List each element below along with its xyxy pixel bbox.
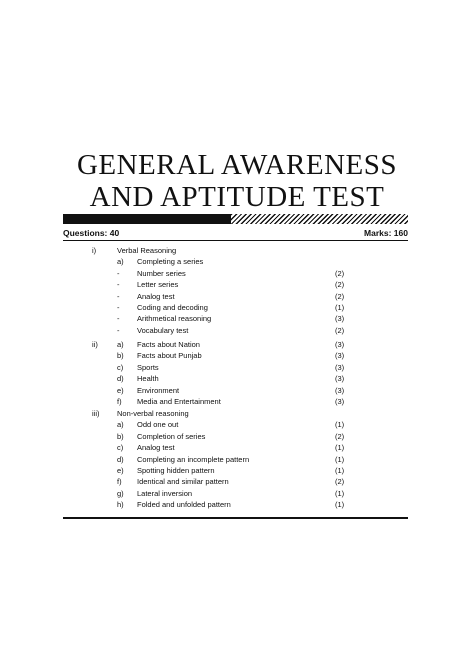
item-marker: d) bbox=[117, 374, 124, 384]
syllabus-row bbox=[0, 313, 474, 324]
syllabus-row bbox=[0, 465, 474, 476]
syllabus-row bbox=[0, 325, 474, 336]
item-marker: f) bbox=[117, 397, 122, 406]
item-marker: - bbox=[117, 303, 120, 312]
page-title-line-2: AND APTITUDE TEST bbox=[89, 181, 385, 213]
item-marker: - bbox=[117, 325, 120, 335]
topic-marks: (2) bbox=[335, 325, 345, 335]
item-marker: b) bbox=[117, 351, 124, 361]
syllabus-row bbox=[0, 499, 474, 510]
topic-text: Folded and unfolded pattern bbox=[137, 500, 231, 510]
section-number: iii) bbox=[92, 409, 100, 418]
syllabus-row bbox=[0, 339, 474, 350]
topic-marks: (1) bbox=[335, 500, 345, 510]
topic-text: Lateral inversion bbox=[137, 488, 193, 498]
item-marker: a) bbox=[117, 420, 124, 430]
syllabus-row bbox=[0, 396, 474, 407]
syllabus-row bbox=[0, 431, 474, 442]
topic-marks: (2) bbox=[335, 431, 345, 441]
topic-text: Completing an incomplete pattern bbox=[137, 454, 250, 464]
item-marker: e) bbox=[117, 466, 124, 475]
topic-marks: (3) bbox=[335, 340, 345, 349]
topic-marks: (2) bbox=[335, 291, 345, 301]
item-marker: c) bbox=[117, 443, 124, 453]
topic-marks: (3) bbox=[335, 397, 345, 406]
item-marker: a) bbox=[117, 257, 124, 267]
underline-solid-segment bbox=[63, 214, 231, 224]
topic-marks: (2) bbox=[335, 268, 345, 278]
topic-text: Arithmetical reasoning bbox=[137, 314, 212, 324]
syllabus-row bbox=[0, 291, 474, 302]
topic-text: Analog test bbox=[137, 443, 175, 453]
syllabus-row bbox=[0, 454, 474, 465]
topic-text: Completing a series bbox=[137, 257, 204, 267]
topic-marks: (3) bbox=[335, 314, 345, 324]
topic-text: Facts about Nation bbox=[137, 340, 200, 349]
syllabus-row bbox=[0, 245, 474, 256]
topic-marks: (1) bbox=[335, 443, 345, 453]
topic-text: Number series bbox=[137, 268, 186, 278]
item-marker: a) bbox=[117, 340, 124, 349]
topic-text: Identical and similar pattern bbox=[137, 477, 229, 487]
topic-text: Letter series bbox=[137, 280, 179, 290]
topic-marks: (1) bbox=[335, 488, 345, 498]
section-number: i) bbox=[92, 246, 97, 255]
item-marker: - bbox=[117, 268, 120, 278]
topic-text: Analog test bbox=[137, 291, 175, 301]
syllabus-row bbox=[0, 362, 474, 373]
item-marker: - bbox=[117, 280, 120, 290]
syllabus-row bbox=[0, 488, 474, 499]
item-marker: e) bbox=[117, 385, 124, 395]
item-marker: f) bbox=[117, 477, 122, 487]
topic-text: Facts about Punjab bbox=[137, 351, 202, 361]
topic-text: Coding and decoding bbox=[137, 303, 208, 312]
header-divider bbox=[63, 240, 408, 241]
topic-marks: (2) bbox=[335, 280, 345, 290]
topic-text: Completion of series bbox=[137, 431, 206, 441]
syllabus-row bbox=[0, 373, 474, 384]
topic-marks: (1) bbox=[335, 466, 345, 475]
topic-text: Media and Entertainment bbox=[137, 397, 221, 406]
topic-text: Health bbox=[137, 374, 159, 384]
item-marker: d) bbox=[117, 454, 124, 464]
syllabus-row bbox=[0, 350, 474, 361]
topic-text: Odd one out bbox=[137, 420, 179, 430]
title-underline-bar bbox=[63, 214, 408, 224]
topic-text: Vocabulary test bbox=[137, 325, 189, 335]
topic-marks: (1) bbox=[335, 420, 345, 430]
topic-text: Non-verbal reasoning bbox=[117, 409, 189, 418]
questions-count: Questions: 40 bbox=[63, 228, 120, 238]
syllabus-row bbox=[0, 385, 474, 396]
marks-total: Marks: 160 bbox=[364, 228, 408, 238]
footer-divider bbox=[63, 517, 408, 519]
item-marker: c) bbox=[117, 362, 124, 372]
topic-text: Environment bbox=[137, 385, 180, 395]
topic-text: Spotting hidden pattern bbox=[137, 466, 215, 475]
underline-hatched-segment bbox=[231, 214, 408, 224]
section-number: ii) bbox=[92, 340, 98, 349]
item-marker: b) bbox=[117, 431, 124, 441]
topic-marks: (3) bbox=[335, 351, 345, 361]
topic-text: Verbal Reasoning bbox=[117, 246, 177, 255]
syllabus-row bbox=[0, 476, 474, 487]
syllabus-row bbox=[0, 408, 474, 419]
topic-marks: (1) bbox=[335, 454, 345, 464]
page-title-line-1: GENERAL AWARENESS bbox=[76, 149, 398, 181]
item-marker: - bbox=[117, 314, 120, 324]
syllabus-row bbox=[0, 442, 474, 453]
syllabus-row bbox=[0, 268, 474, 279]
syllabus-row bbox=[0, 302, 474, 313]
item-marker: g) bbox=[117, 488, 124, 498]
syllabus-row bbox=[0, 279, 474, 290]
topic-marks: (3) bbox=[335, 385, 345, 395]
topic-marks: (3) bbox=[335, 362, 345, 372]
item-marker: h) bbox=[117, 500, 124, 510]
syllabus-row bbox=[0, 256, 474, 267]
topic-marks: (3) bbox=[335, 374, 345, 384]
topic-text: Sports bbox=[137, 362, 159, 372]
topic-marks: (2) bbox=[335, 477, 345, 487]
item-marker: - bbox=[117, 291, 120, 301]
topic-marks: (1) bbox=[335, 303, 345, 312]
syllabus-row bbox=[0, 419, 474, 430]
